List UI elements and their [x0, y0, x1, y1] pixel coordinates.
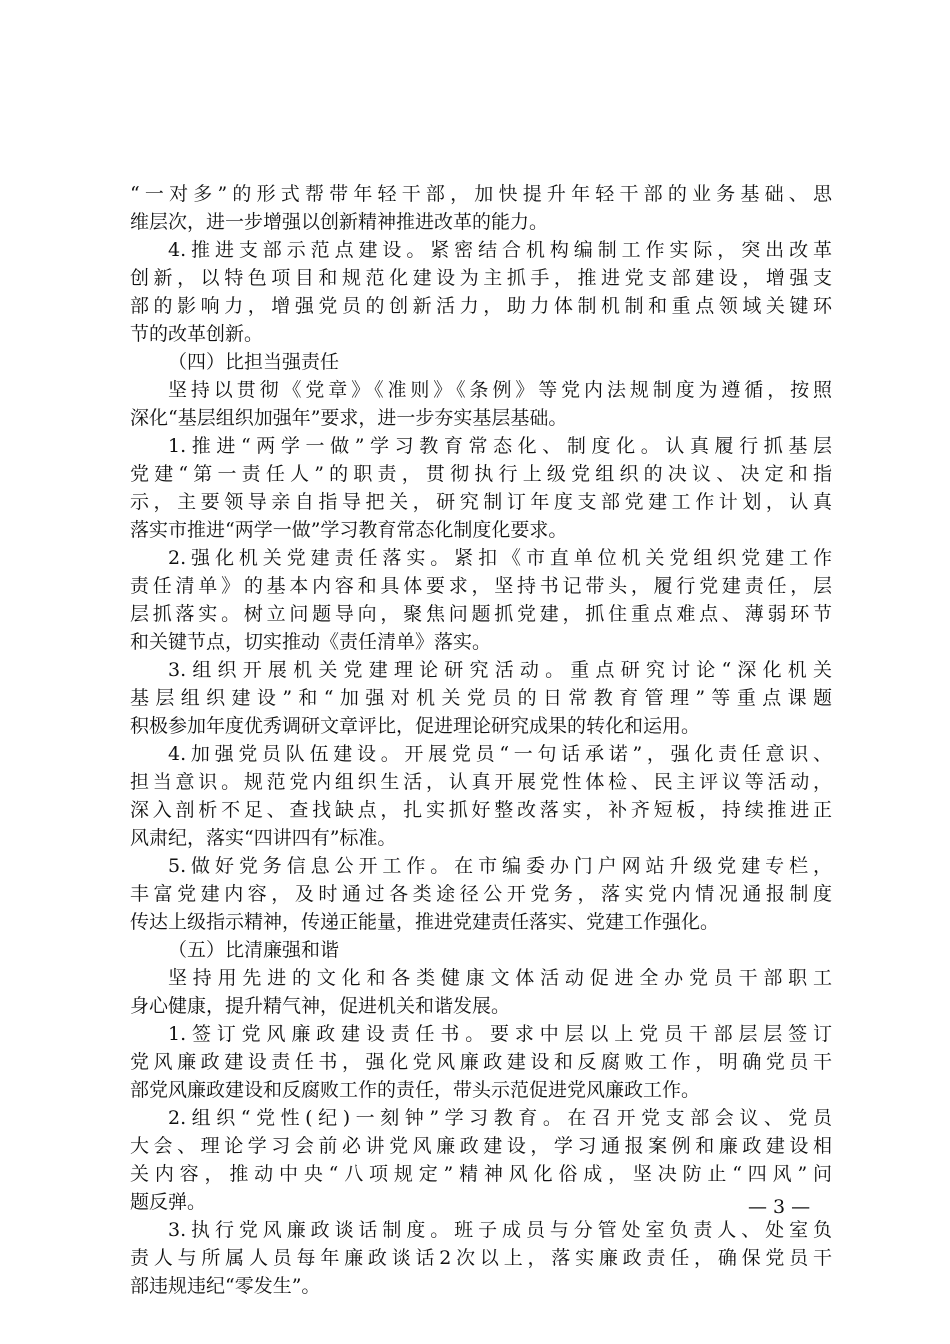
section-heading [130, 348, 832, 376]
text-line: 基层组织建设”和“加强对机关党员的日常教育管理”等重点课题 [130, 687, 832, 709]
paragraph [130, 964, 832, 1020]
text-line: 题反弹。 [130, 1191, 207, 1213]
paragraph [130, 544, 832, 656]
text-line: 传达上级指示精神，传递正能量，推进党建责任落实、党建工作强化。 [130, 911, 720, 933]
text-line: 深化“基层组织加强年”要求，进一步夯实基层基础。 [130, 407, 568, 429]
text-line: 身心健康，提升精气神，促进机关和谐发展。 [130, 995, 511, 1017]
text-line: 5.做好党务信息公开工作。在市编委办门户网站升级党建专栏， [168, 855, 832, 877]
text-line: 党建“第一责任人”的职责，贯彻执行上级党组织的决议、决定和指 [130, 463, 832, 485]
text-line: 和关键节点，切实推动《责任清单》落实。 [130, 631, 492, 653]
text-line: 节的改革创新。 [130, 323, 264, 345]
paragraph [130, 656, 832, 740]
text-line: 党风廉政建设责任书，强化党风廉政建设和反腐败工作，明确党员干 [130, 1051, 832, 1073]
text-line: 部违规违纪“零发生”。 [130, 1275, 321, 1297]
text-line: 深入剖析不足、查找缺点，扎实抓好整改落实，补齐短板，持续推进正 [130, 799, 832, 821]
text-line: 4.推进支部示范点建设。紧密结合机构编制工作实际，突出改革 [168, 239, 832, 261]
text-line: 责任清单》的基本内容和具体要求，坚持书记带头，履行党建责任，层 [130, 575, 832, 597]
paragraph [130, 180, 832, 236]
text-line: 部党风廉政建设和反腐败工作的责任，带头示范促进党风廉政工作。 [130, 1079, 701, 1101]
text-line: 层抓落实。树立问题导向，聚焦问题抓党建，抓住重点难点、薄弱环节 [130, 603, 832, 625]
text-line: 丰富党建内容，及时通过各类途径公开党务，落实党内情况通报制度 [130, 883, 832, 905]
paragraph [130, 740, 832, 852]
text-line: 1.签订党风廉政建设责任书。要求中层以上党员干部层层签订 [168, 1023, 832, 1045]
paragraph [130, 852, 832, 936]
text-line: 坚持以贯彻《党章》《准则》《条例》等党内法规制度为遵循，按照 [168, 379, 832, 401]
text-line: 维层次，进一步增强以创新精神推进改革的能力。 [130, 211, 549, 233]
document-body [130, 180, 832, 1300]
text-line: 4.加强党员队伍建设。开展党员“一句话承诺”，强化责任意识、 [168, 743, 832, 765]
text-line: 坚持用先进的文化和各类健康文体活动促进全办党员干部职工 [168, 967, 832, 989]
paragraph [130, 1104, 832, 1216]
text-line: 关内容，推动中央“八项规定”精神风化俗成，坚决防止“四风”问 [130, 1163, 832, 1185]
text-line: 3.执行党风廉政谈话制度。班子成员与分管处室负责人、处室负 [168, 1219, 832, 1241]
section-heading [130, 936, 832, 964]
text-line: （四）比担当强责任 [168, 351, 340, 373]
page-number: — 3 — [748, 1196, 811, 1218]
text-line: 创新，以特色项目和规范化建设为主抓手，推进党支部建设，增强支 [130, 267, 832, 289]
text-line: 大会、理论学习会前必讲党风廉政建设，学习通报案例和廉政建设相 [130, 1135, 832, 1157]
text-line: 3.组织开展机关党建理论研究活动。重点研究讨论“深化机关 [168, 659, 832, 681]
text-line: 2.组织“党性(纪)一刻钟”学习教育。在召开党支部会议、党员 [168, 1107, 832, 1129]
text-line: 责人与所属人员每年廉政谈话2次以上，落实廉政责任，确保党员干 [130, 1247, 832, 1269]
paragraph [130, 1020, 832, 1104]
text-line: 风肃纪，落实“四讲四有”标准。 [130, 827, 397, 849]
text-line: 2.强化机关党建责任落实。紧扣《市直单位机关党组织党建工作 [168, 547, 832, 569]
paragraph [130, 376, 832, 432]
paragraph [130, 432, 832, 544]
text-line: “一对多”的形式帮带年轻干部，加快提升年轻干部的业务基础、思 [130, 183, 832, 205]
text-line: 部的影响力，增强党员的创新活力，助力体制机制和重点领域关键环 [130, 295, 832, 317]
text-line: 积极参加年度优秀调研文章评比，促进理论研究成果的转化和运用。 [130, 715, 701, 737]
text-line: 1.推进“两学一做”学习教育常态化、制度化。认真履行抓基层 [168, 435, 832, 457]
paragraph [130, 1216, 832, 1300]
text-line: 担当意识。规范党内组织生活，认真开展党性体检、民主评议等活动， [130, 771, 832, 793]
text-line: （五）比清廉强和谐 [168, 939, 340, 961]
paragraph [130, 236, 832, 348]
text-line: 落实市推进“两学一做”学习教育常态化制度化要求。 [130, 519, 568, 541]
text-line: 示，主要领导亲自指导把关，研究制订年度支部党建工作计划，认真 [130, 491, 832, 513]
